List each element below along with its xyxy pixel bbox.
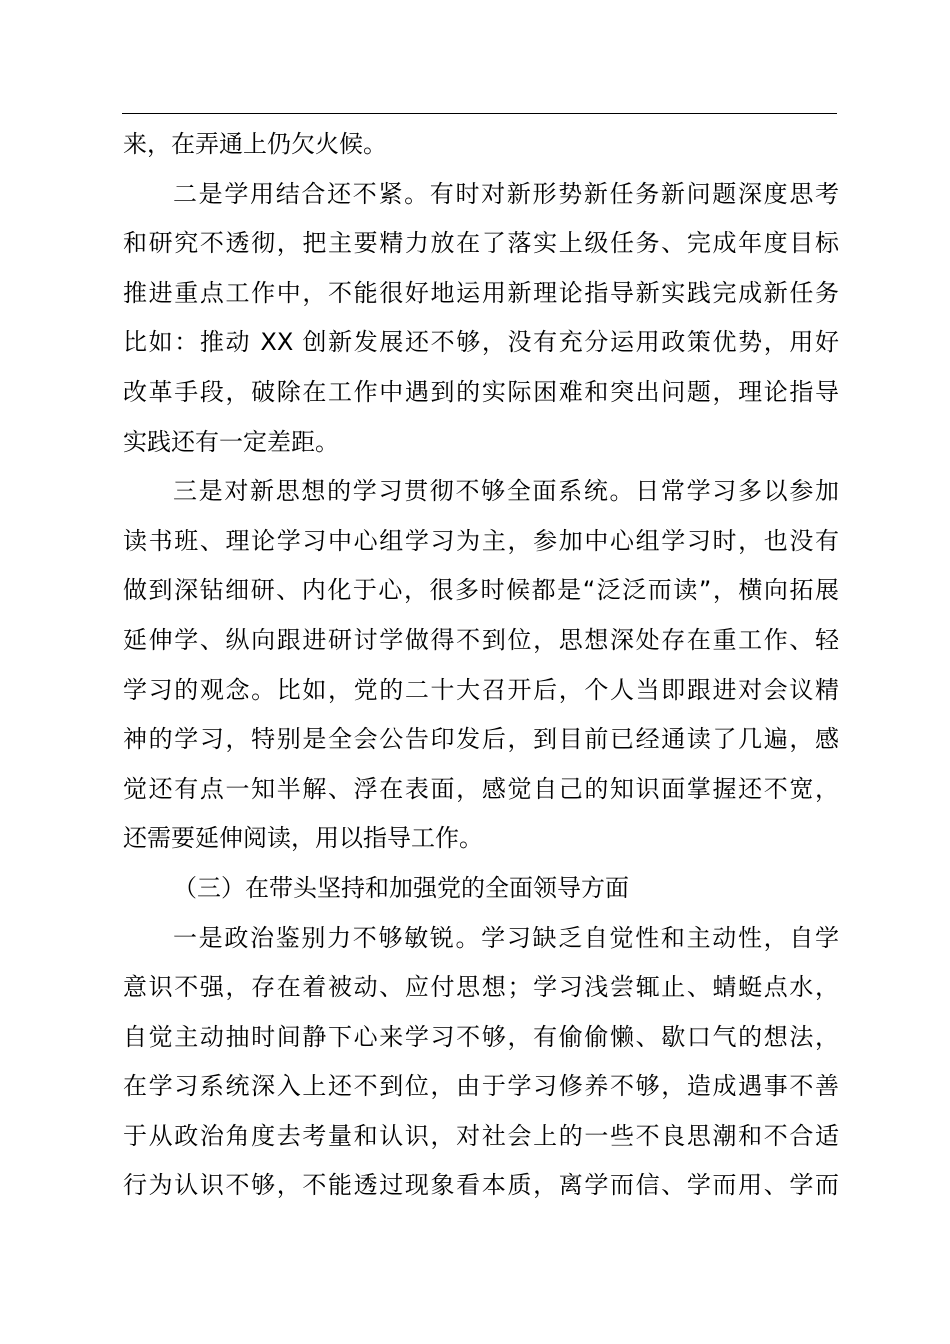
text-line: 来，在弄通上仍欠火候。 <box>123 130 387 158</box>
text-line: 和研究不透彻，把主要精力放在了落实上级任务、完成年度目标 <box>123 229 839 258</box>
text-line: 自觉主动抽时间静下心来学习不够，有偷偷懒、歇口气的想法， <box>123 1022 839 1051</box>
text-line: 意识不强，存在着被动、应付思想；学习浅尝辄止、蜻蜓点水， <box>123 973 839 1002</box>
text-line: 三是对新思想的学习贯彻不够全面系统。日常学习多以参加 <box>173 477 839 506</box>
section-heading: （三）在带头坚持和加强党的全面领导方面 <box>173 873 629 902</box>
text-line: 改革手段，破除在工作中遇到的实际困难和突出问题，理论指导 <box>123 377 839 406</box>
text-line: 还需要延伸阅读，用以指导工作。 <box>123 824 483 853</box>
text-line: 二是学用结合还不紧。有时对新形势新任务新问题深度思考 <box>173 179 839 208</box>
text-line: 比如：推动 XX 创新发展还不够，没有充分运用政策优势，用好 <box>123 328 839 357</box>
text-line: 读书班、理论学习中心组学习为主，参加中心组学习时，也没有 <box>123 526 839 555</box>
text-line: 推进重点工作中，不能很好地运用新理论指导新实践完成新任务 <box>123 278 839 307</box>
text-line: 觉还有点一知半解、浮在表面，感觉自己的知识面掌握还不宽， <box>123 774 839 803</box>
text-line: 学习的观念。比如，党的二十大召开后，个人当即跟进对会议精 <box>123 675 839 704</box>
document-body <box>123 120 839 1211</box>
text-line: 一是政治鉴别力不够敏锐。学习缺乏自觉性和主动性，自学 <box>173 923 839 952</box>
text-line: 实践还有一定差距。 <box>123 427 339 456</box>
text-line: 在学习系统深入上还不到位，由于学习修养不够，造成遇事不善 <box>123 1072 839 1101</box>
text-line: 做到深钻细研、内化于心，很多时候都是“泛泛而读”，横向拓展 <box>123 576 839 605</box>
text-line: 神的学习，特别是全会公告印发后，到目前已经通读了几遍，感 <box>123 725 839 754</box>
text-line: 延伸学、纵向跟进研讨学做得不到位，思想深处存在重工作、轻 <box>123 625 839 654</box>
header-rule <box>122 113 837 114</box>
text-line: 于从政治角度去考量和认识，对社会上的一些不良思潮和不合适 <box>123 1121 839 1150</box>
text-line: 行为认识不够，不能透过现象看本质，离学而信、学而用、学而 <box>123 1171 839 1200</box>
